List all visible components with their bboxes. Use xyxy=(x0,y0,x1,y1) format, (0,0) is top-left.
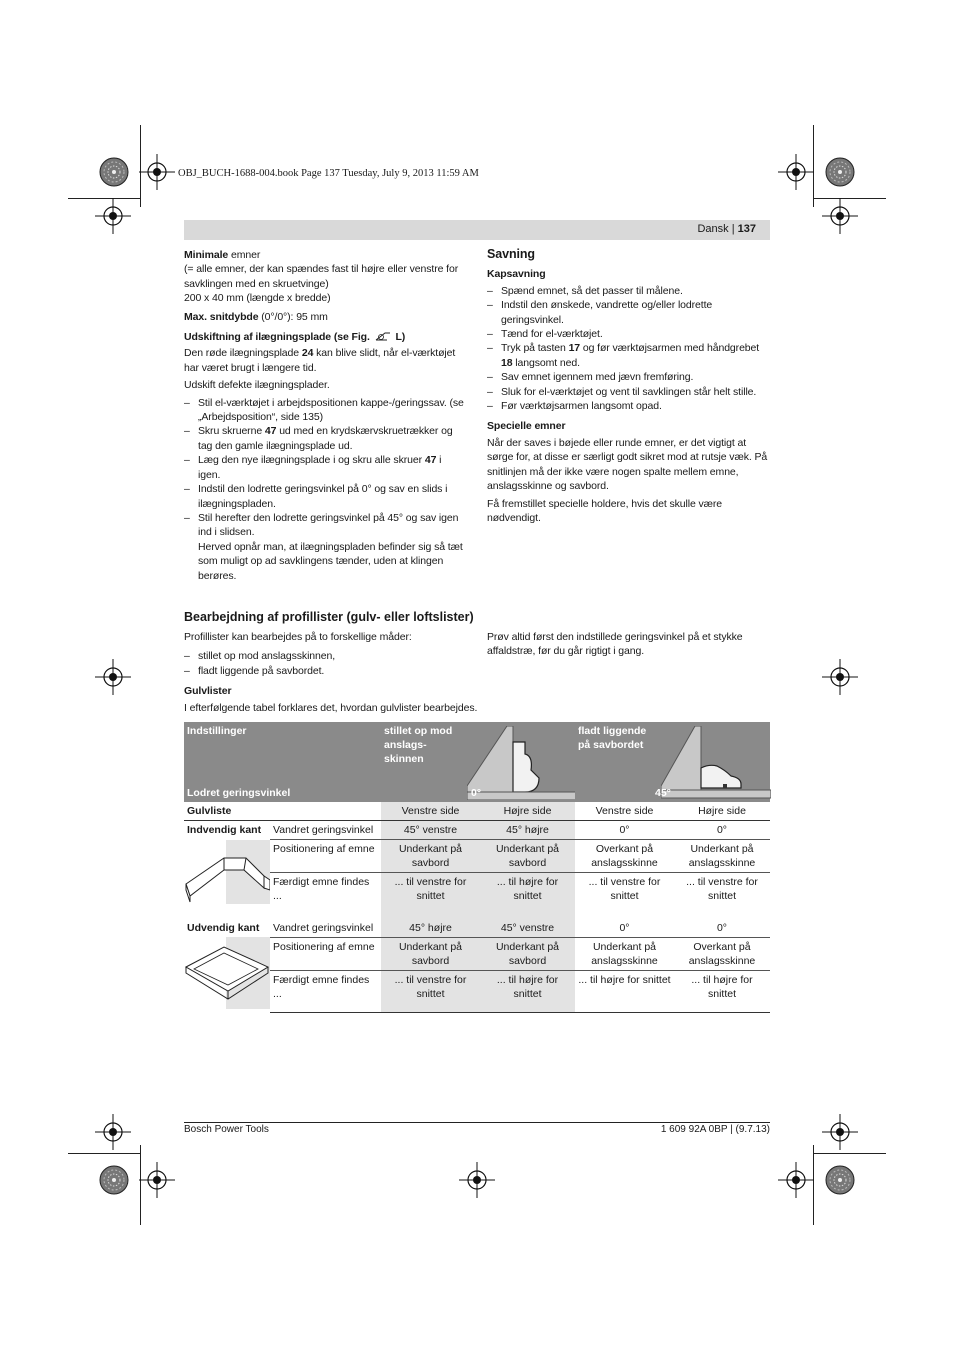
row-label: Færdigt emne findes ... xyxy=(270,970,381,1012)
cell: 0° xyxy=(575,821,674,840)
table-row xyxy=(184,873,770,919)
row-label: Vandret geringsvinkel xyxy=(270,821,381,840)
gulvlister-heading: Gulvlister xyxy=(184,685,232,697)
cell: 45° venstre xyxy=(480,919,575,938)
cell: 0° xyxy=(674,919,770,938)
cell: 45° venstre xyxy=(381,821,480,840)
vertical-angle-header: Lodret geringsvinkel xyxy=(187,787,291,799)
cell: Underkant på anslagsskinne xyxy=(575,937,674,970)
page-header-bar xyxy=(184,220,770,240)
min-size: 200 x 40 mm (længde x bredde) xyxy=(184,292,331,305)
profile-right xyxy=(487,630,771,659)
right-column xyxy=(487,247,771,525)
left-column xyxy=(184,248,466,583)
footer-rule xyxy=(184,1122,770,1123)
min-rest: emner xyxy=(228,249,261,261)
outer-edge-illustration-cell xyxy=(184,937,270,1012)
outer-edge-illustration xyxy=(184,937,270,1009)
flat-profile-illustration xyxy=(661,726,771,800)
list-item: – Før værktøjsarmen langsomt opad. xyxy=(487,399,771,413)
replace-steps xyxy=(184,396,466,583)
figure-ref-icon xyxy=(373,330,393,342)
table-row xyxy=(184,970,770,1012)
table-header-row xyxy=(184,722,770,802)
replace-paragraph-2: Udskift defekte ilægningsplader. xyxy=(184,379,330,392)
list-item: – Stil herefter den lodrette geringsvinkel på 45° og sav igen ind i slidsen. Herved opnår man, at ilægningspladen befinder sig så tæt som muligt op ad savklingens tænder, uden at klingen berøres. xyxy=(184,511,466,583)
depth-value: (0°/0°): 95 mm xyxy=(258,310,328,323)
table-row xyxy=(184,821,770,840)
kapsavning-heading: Kapsavning xyxy=(487,268,546,281)
gulvliste-table xyxy=(184,722,770,1013)
profile-tip: Prøv altid først den indstillede geringsvinkel på et stykke affaldstræ, før du går rigtigt i gang. xyxy=(487,631,743,658)
row-label: Positionering af emne xyxy=(270,840,381,873)
gulvlister-intro: I efterfølgende tabel forklares det, hvordan gulvlister bearbejdes. xyxy=(184,702,478,714)
flat-left-head: Venstre side xyxy=(575,802,674,821)
footer-brand: Bosch Power Tools xyxy=(184,1124,269,1135)
min-label: Minimale xyxy=(184,249,229,261)
kapsavning-steps xyxy=(487,284,771,414)
list-item: – Tryk på tasten 17 og før værktøjsarmen med håndgrebet 18 langsomt ned. xyxy=(487,341,771,370)
list-item: – Tænd for el-værktøjet. xyxy=(487,327,771,341)
flat-header-cell xyxy=(575,722,770,802)
row-label: Færdigt emne findes ... xyxy=(273,876,370,902)
section-title-savning: Savning xyxy=(487,247,535,261)
flat-angle: 45° xyxy=(655,787,671,799)
profile-heading: Bearbejdning af profillister (gulv- eller loftslister) xyxy=(184,610,474,624)
cell: Underkant på savbord xyxy=(381,840,480,873)
list-item: – fladt liggende på savbordet. xyxy=(184,664,466,678)
min-description: (= alle emner, der kan spændes fast til højre eller venstre for savklingen med en skruetvinge) xyxy=(184,263,459,290)
cell: ... til venstre for snittet xyxy=(381,970,480,1012)
table-row xyxy=(184,840,770,873)
list-item: – Indstil den ønskede, vandrette og/eller lodrette geringsvinkel. xyxy=(487,298,771,327)
cell: ... til højre for snittet xyxy=(480,970,575,1012)
cell: ... til højre for snittet xyxy=(480,873,575,919)
profile-methods xyxy=(184,649,466,678)
cell: Overkant på anslagsskinne xyxy=(575,840,674,873)
table-row xyxy=(184,937,770,970)
upright-right-head: Højre side xyxy=(480,802,575,821)
cell: Underkant på savbord xyxy=(480,840,575,873)
upright-left-head: Venstre side xyxy=(381,802,480,821)
list-item: – Skru skruerne 47 ud med en krydskærvskruetrækker og tag den gamle ilægningsplade ud. xyxy=(184,424,466,453)
cell: ... til venstre for snittet xyxy=(381,873,480,919)
cell: Overkant på anslagsskinne xyxy=(674,937,770,970)
row-label: Vandret geringsvinkel xyxy=(270,919,381,938)
list-item: – Indstil den lodrette geringsvinkel på 0° og sav en slids i ilægningspladen. xyxy=(184,482,466,511)
list-item: – Stil el-værktøjet i arbejdspositionen kappe-/geringssav. (se „Arbejdsposition“, side 135) xyxy=(184,396,466,425)
cell: 0° xyxy=(674,821,770,840)
upright-profile-illustration xyxy=(467,726,579,800)
special-paragraph-1: Når der saves i bøjede eller runde emner, er det vigtigt at sørge for, at disse er særligt godt sikret mod at rutsje væk. På snitlinjen må der ikke være nogen spalte mellem emne, anslagsskinne og savbord. xyxy=(487,436,768,493)
list-item: – Sav emnet igennem med jævn fremføring. xyxy=(487,370,771,384)
flat-header: fladt liggende på savbordet xyxy=(578,725,647,751)
cell: ... til højre for snittet xyxy=(674,970,770,1012)
list-item: – Sluk for el-værktøjet og vent til savklingen står helt stille. xyxy=(487,385,771,399)
upright-header: stillet op mod anslags-skinnen xyxy=(384,725,453,765)
profile-left xyxy=(184,630,466,678)
cell: 0° xyxy=(575,919,674,938)
cell: Underkant på savbord xyxy=(480,937,575,970)
list-item: – stillet op mod anslagsskinnen, xyxy=(184,649,466,663)
column-header-row xyxy=(184,802,770,821)
footer-doc-number: 1 609 92A 0BP | (9.7.13) xyxy=(660,1124,770,1135)
cell: 45° højre xyxy=(480,821,575,840)
inner-edge-label: Indvendig kant xyxy=(187,824,262,836)
list-item: – Læg den nye ilægningsplade i og skru alle skruer 47 i igen. xyxy=(184,453,466,482)
page-header-text xyxy=(697,223,756,235)
upright-header-cell xyxy=(381,722,575,802)
profile-intro: Profillister kan bearbejdes på to forskellige måder: xyxy=(184,631,412,643)
special-paragraph-2: Få fremstillet specielle holdere, hvis det skulle være nødvendigt. xyxy=(487,497,723,524)
table-row xyxy=(184,919,770,938)
print-job-header: OBJ_BUCH-1688-004.book Page 137 Tuesday, July 9, 2013 11:59 AM xyxy=(178,168,479,179)
inner-edge-illustration-cell xyxy=(184,840,270,919)
cell: 45° højre xyxy=(381,919,480,938)
settings-header-cell xyxy=(184,722,381,802)
special-heading: Specielle emner xyxy=(487,420,566,433)
list-item: – Spænd emnet, så det passer til målene. xyxy=(487,284,771,298)
replace-paragraph-1: Den røde ilægningsplade 24 kan blive slidt, når el-værktøjet har været brugt i længere tid. xyxy=(184,347,456,374)
header-language: Dansk xyxy=(697,223,729,235)
upright-angle: 0° xyxy=(471,787,482,799)
row-label: Positionering af emne xyxy=(270,937,381,970)
cell: Underkant på anslagsskinne xyxy=(674,840,770,873)
settings-header: Indstillinger xyxy=(187,725,247,737)
cell: ... til højre for snittet xyxy=(575,970,674,1012)
page-number: 137 xyxy=(737,223,756,235)
inner-edge-illustration xyxy=(184,840,270,904)
gulvliste-label: Gulvliste xyxy=(184,802,381,821)
flat-right-head: Højre side xyxy=(674,802,770,821)
cell: ... til venstre for snittet xyxy=(686,876,758,902)
depth-label: Max. snitdybde xyxy=(184,310,259,323)
outer-edge-label: Udvendig kant xyxy=(187,921,260,934)
cell: Underkant på savbord xyxy=(381,937,480,970)
header-separator: | xyxy=(731,223,735,235)
replace-heading: Udskiftning af ilægningsplade (se Fig. L) xyxy=(184,331,406,344)
cell: ... til venstre for snittet xyxy=(588,876,661,902)
